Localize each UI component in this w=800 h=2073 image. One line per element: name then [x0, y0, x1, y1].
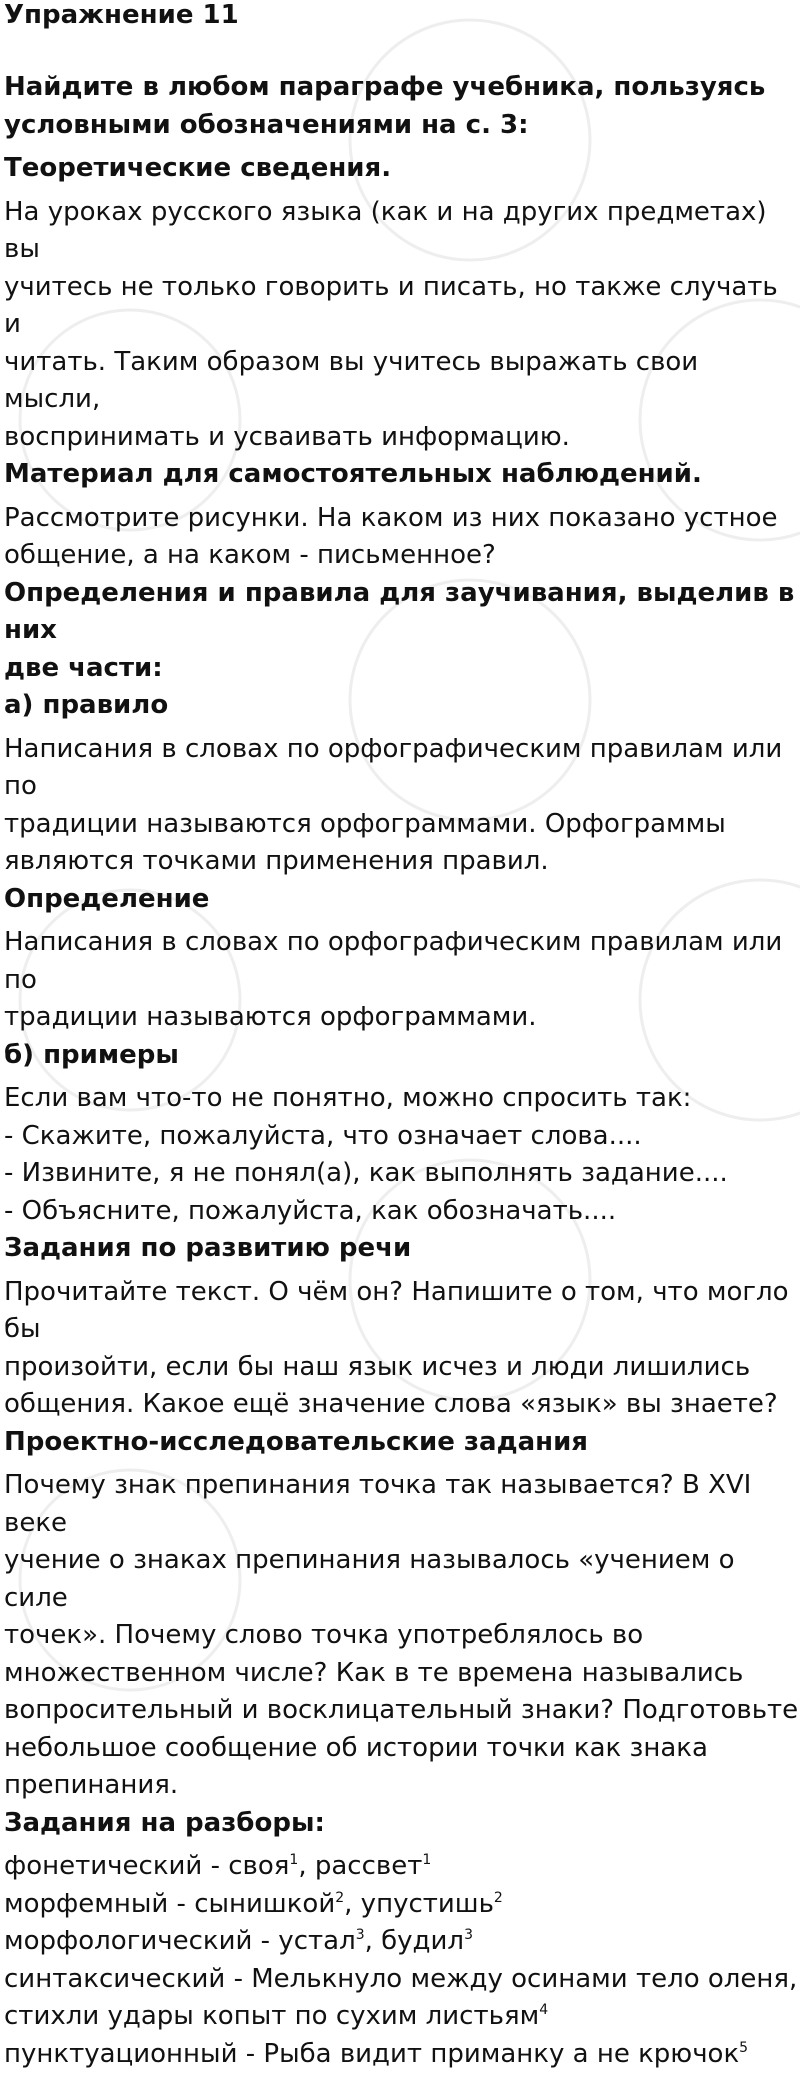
- example-line: - Скажите, пожалуйста, что означает слова....: [4, 1118, 800, 1156]
- analysis-text: , будил: [365, 1926, 464, 1956]
- speech-line: Прочитайте текст. О чём он? Напишите о том, что могло бы: [4, 1274, 800, 1349]
- material-line: общение, а на каком - письменное?: [4, 537, 800, 575]
- theory-line: читать. Таким образом вы учитесь выражать свои мысли,: [4, 344, 800, 419]
- example-line: - Извините, я не понял(а), как выполнять задание....: [4, 1155, 800, 1193]
- speech-heading: Задания по развитию речи: [4, 1230, 800, 1268]
- analysis-morphological: [4, 1923, 800, 1961]
- material-heading: Материал для самостоятельных наблюдений.: [4, 456, 800, 494]
- analysis-text: морфологический - устал: [4, 1926, 356, 1956]
- examples-heading: б) примеры: [4, 1037, 800, 1075]
- theory-line: учитесь не только говорить и писать, но также случать и: [4, 269, 800, 344]
- footnote-marker: 3: [464, 1927, 473, 1943]
- speech-line: произойти, если бы наш язык исчез и люди лишились: [4, 1349, 800, 1387]
- intro-line-2: условными обозначениями на с. 3:: [4, 107, 800, 145]
- analysis-morphemic: [4, 1886, 800, 1924]
- analysis-phonetic: [4, 1848, 800, 1886]
- speech-line: общения. Какое ещё значение слова «язык» вы знаете?: [4, 1386, 800, 1424]
- definition-line: Написания в словах по орфографическим правилам или по: [4, 924, 800, 999]
- footnote-marker: 5: [739, 2040, 748, 2056]
- theory-heading: Теоретические сведения.: [4, 150, 800, 188]
- analysis-syntactic-cont: [4, 1998, 800, 2036]
- analysis-text: морфемный - сынишкой: [4, 1889, 335, 1919]
- analysis-text: фонетический - своя: [4, 1851, 289, 1881]
- example-line: Если вам что-то не понятно, можно спросить так:: [4, 1080, 800, 1118]
- definition-line: традиции называются орфограммами.: [4, 999, 800, 1037]
- material-line: Рассмотрите рисунки. На каком из них показано устное: [4, 500, 800, 538]
- project-line: Почему знак препинания точка так называется? В XVI веке: [4, 1467, 800, 1542]
- project-line: точек». Почему слово точка употреблялось во: [4, 1617, 800, 1655]
- project-heading: Проектно-исследовательские задания: [4, 1424, 800, 1462]
- project-line: вопросительный и восклицательный знаки? Подготовьте: [4, 1692, 800, 1730]
- footnote-marker: 4: [539, 2002, 548, 2018]
- rule-line: являются точками применения правил.: [4, 843, 800, 881]
- analysis-punctuation: [4, 2036, 800, 2073]
- intro-line-1: Найдите в любом параграфе учебника, пользуясь: [4, 69, 800, 107]
- definitions-heading: две части:: [4, 650, 800, 688]
- definition-heading: Определение: [4, 881, 800, 919]
- project-line: небольшое сообщение об истории точки как знака: [4, 1730, 800, 1768]
- project-line: препинания.: [4, 1767, 800, 1805]
- footnote-marker: 2: [335, 1890, 344, 1906]
- project-line: множественном числе? Как в те времена назывались: [4, 1655, 800, 1693]
- footnote-marker: 1: [422, 1852, 431, 1868]
- exercise-title: Упражнение 11: [4, 0, 800, 32]
- footnote-marker: 3: [356, 1927, 365, 1943]
- theory-line: воспринимать и усваивать информацию.: [4, 419, 800, 457]
- rule-heading: а) правило: [4, 687, 800, 725]
- footnote-marker: 1: [289, 1852, 298, 1868]
- analysis-text: , рассвет: [298, 1851, 422, 1881]
- analysis-heading: Задания на разборы:: [4, 1805, 800, 1843]
- example-line: - Объясните, пожалуйста, как обозначать....: [4, 1193, 800, 1231]
- theory-line: На уроках русского языка (как и на других предметах) вы: [4, 194, 800, 269]
- definitions-heading: Определения и правила для заучивания, выделив в них: [4, 575, 800, 650]
- analysis-syntactic: синтаксический - Мелькнуло между осинами тело оленя,: [4, 1961, 800, 1999]
- footnote-marker: 2: [494, 1890, 503, 1906]
- rule-line: Написания в словах по орфографическим правилам или по: [4, 731, 800, 806]
- analysis-text: стихли удары копыт по сухим листьям: [4, 2001, 539, 2031]
- rule-line: традиции называются орфограммами. Орфограммы: [4, 806, 800, 844]
- project-line: учение о знаках препинания называлось «учением о силе: [4, 1542, 800, 1617]
- analysis-text: , упустишь: [344, 1889, 494, 1919]
- analysis-text: пунктуационный - Рыба видит приманку а не крючок: [4, 2039, 739, 2069]
